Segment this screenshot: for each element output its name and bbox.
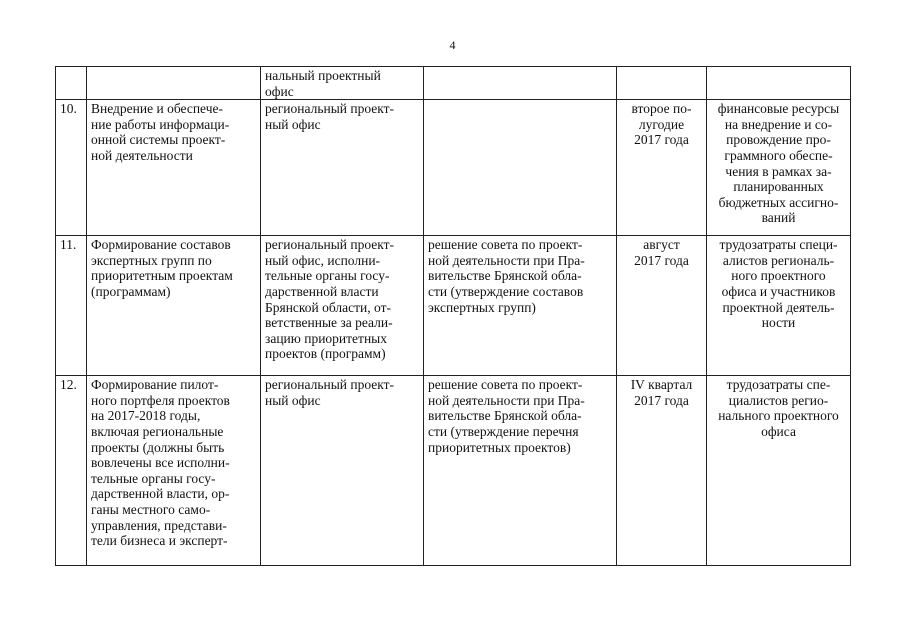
task-cell: Формирование пилот- ного портфеля проектов на 2017-2018 годы, включая региональные проекты (должны быть вовлечены все исполни- тельные органы госу- дарственной власти, ор- ганы местного само- управления, представи- тели бизнеса и эксперт- xyxy=(87,376,261,566)
resources-cell: финансовые ресурсы на внедрение и со- провождение про- граммного обеспе- чения в рамках за- планированных бюджетных ассигно- ваний xyxy=(707,100,851,236)
responsible-cell: нальный проектный офис xyxy=(261,67,424,100)
table-row-11 xyxy=(56,236,851,376)
deadline-cell: IV квартал 2017 года xyxy=(617,376,707,566)
table-row-10 xyxy=(56,100,851,236)
task-cell: Формирование составов экспертных групп по приоритетным проектам (программам) xyxy=(87,236,261,376)
task-cell: Внедрение и обеспече- ние работы информаци- онной системы проект- ной деятельности xyxy=(87,100,261,236)
resources-cell xyxy=(707,67,851,100)
row-number-cell: 12. xyxy=(56,376,87,566)
responsible-cell: региональный проект- ный офис xyxy=(261,376,424,566)
result-cell xyxy=(424,67,617,100)
deadline-cell xyxy=(617,67,707,100)
row-number-cell: 11. xyxy=(56,236,87,376)
result-cell xyxy=(424,100,617,236)
responsible-cell: региональный проект- ный офис xyxy=(261,100,424,236)
plan-table xyxy=(55,66,851,566)
table-row-continuation xyxy=(56,67,851,100)
table-row-12 xyxy=(56,376,851,566)
resources-cell: трудозатраты специ- алистов региональ- ного проектного офиса и участников проектной деятель- ности xyxy=(707,236,851,376)
result-cell: решение совета по проект- ной деятельности при Пра- вительстве Брянской обла- сти (утверждение перечня приоритетных проектов) xyxy=(424,376,617,566)
task-cell xyxy=(87,67,261,100)
result-cell: решение совета по проект- ной деятельности при Пра- вительстве Брянской обла- сти (утверждение составов экспертных групп) xyxy=(424,236,617,376)
deadline-cell: август 2017 года xyxy=(617,236,707,376)
resources-cell: трудозатраты спе- циалистов регио- нального проектного офиса xyxy=(707,376,851,566)
deadline-cell: второе по- лугодие 2017 года xyxy=(617,100,707,236)
page-number: 4 xyxy=(449,38,456,52)
responsible-cell: региональный проект- ный офис, исполни- тельные органы госу- дарственной власти Брянской области, от- ветственные за реали- зацию приоритетных проектов (программ) xyxy=(261,236,424,376)
row-number-cell: 10. xyxy=(56,100,87,236)
row-number-cell xyxy=(56,67,87,100)
